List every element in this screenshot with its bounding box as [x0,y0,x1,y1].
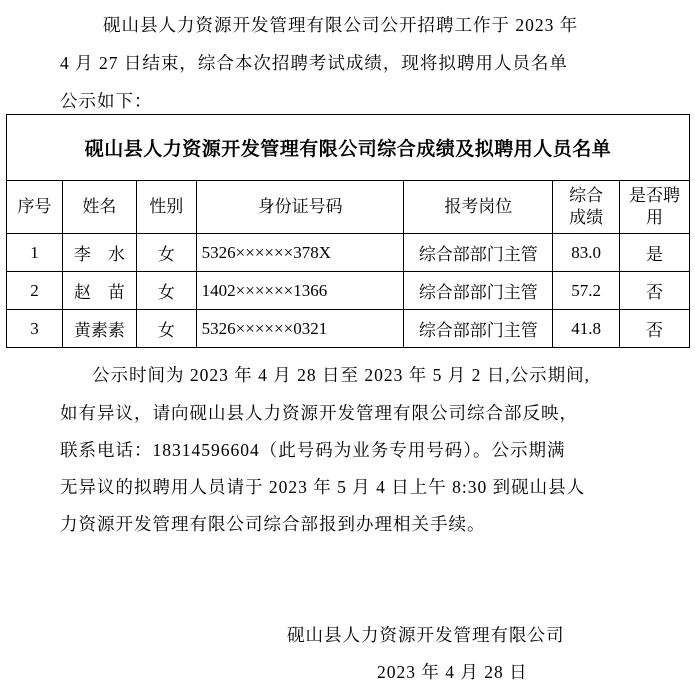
table-header-row [7,181,690,234]
cell-position: 综合部部门主管 [404,234,553,272]
notice-line: 无异议的拟聘用人员请于 2023 年 5 月 4 日上午 8:30 到砚山县人 [60,477,586,497]
cell-score: 57.2 [553,272,620,310]
header-score: 综合成绩 [553,181,620,234]
signature-org: 砚山县人力资源开发管理有限公司 [287,625,565,645]
cell-hired: 否 [620,310,690,348]
header-name: 姓名 [62,181,136,234]
candidate-table [6,114,690,348]
table-row [7,234,690,272]
cell-hired: 是 [620,234,690,272]
cell-hired: 否 [620,272,690,310]
notice-line: 联系电话：18314596604（此号码为业务专用号码）。公示期满 [60,440,566,460]
cell-id: 1402××××××1366 [196,272,404,310]
header-hired: 是否聘用 [620,181,690,234]
cell-id: 5326××××××0321 [196,310,404,348]
cell-gender: 女 [136,234,196,272]
cell-no: 3 [7,310,63,348]
cell-gender: 女 [136,310,196,348]
intro-line: 公示如下： [60,91,153,111]
intro-line: 4 月 27 日结束，综合本次招聘考试成绩，现将拟聘用人员名单 [60,53,568,73]
table-row [7,310,690,348]
cell-name: 李 水 [62,234,136,272]
header-id: 身份证号码 [196,181,404,234]
cell-no: 2 [7,272,63,310]
signature-date: 2023 年 4 月 28 日 [377,662,528,682]
header-no: 序号 [7,181,63,234]
cell-gender: 女 [136,272,196,310]
cell-position: 综合部部门主管 [404,310,553,348]
notice-line: 力资源开发管理有限公司综合部报到办理相关手续。 [60,514,486,534]
cell-score: 41.8 [553,310,620,348]
notice-line: 公示时间为 2023 年 4 月 28 日至 2023 年 5 月 2 日,公示期间, [92,365,590,385]
cell-no: 1 [7,234,63,272]
cell-name: 赵 苗 [62,272,136,310]
cell-score: 83.0 [553,234,620,272]
cell-id: 5326××××××378X [196,234,404,272]
cell-name: 黄素素 [62,310,136,348]
table-row [7,272,690,310]
header-gender: 性别 [136,181,196,234]
header-position: 报考岗位 [404,181,553,234]
cell-position: 综合部部门主管 [404,272,553,310]
table-title: 砚山县人力资源开发管理有限公司综合成绩及拟聘用人员名单 [7,115,690,181]
intro-line: 砚山县人力资源开发管理有限公司公开招聘工作于 2023 年 [103,15,579,35]
notice-line: 如有异议，请向砚山县人力资源开发管理有限公司综合部反映， [60,403,578,423]
